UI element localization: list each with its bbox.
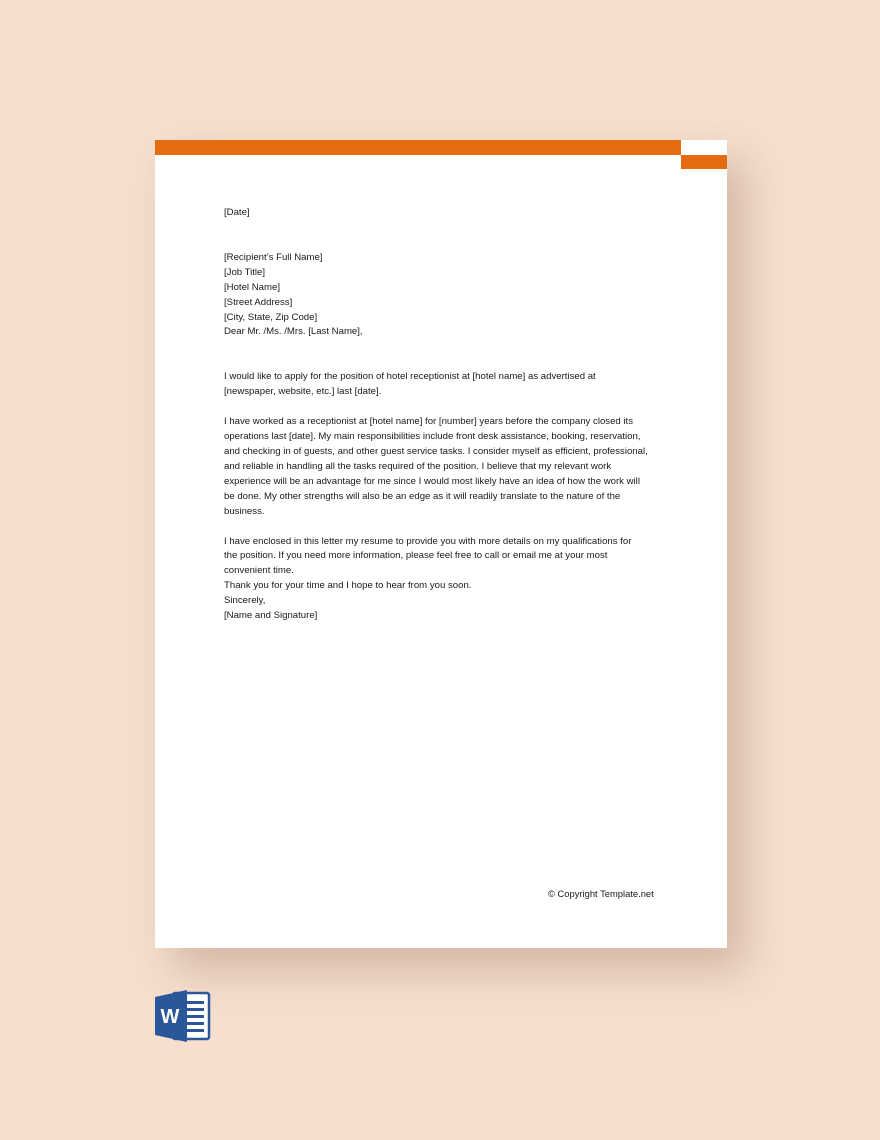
recipient-street-address: [Street Address]	[224, 296, 293, 308]
word-icon	[155, 990, 211, 1042]
letter-date: [Date]	[224, 207, 250, 218]
letter-page	[155, 140, 727, 948]
paragraph-line: and checking in of guests, and other guest service tasks. I consider myself as efficient, professional,	[224, 445, 648, 457]
paragraph-line: [newspaper, website, etc.] last [date].	[224, 386, 382, 398]
paragraph-intro	[224, 370, 660, 400]
recipient-block	[224, 251, 660, 326]
recipient-name: [Recipient’s Full Name]	[224, 251, 323, 263]
paragraph-line: convenient time.	[224, 565, 294, 577]
paragraph-line: business.	[224, 505, 265, 517]
paragraph-line: operations last [date]. My main responsibilities include front desk assistance, booking, reservation,	[224, 431, 641, 443]
header-accent-bar	[155, 140, 681, 155]
paragraph-line: and reliable in handling all the tasks required of the position. I believe that my relevant work	[224, 460, 612, 472]
copyright-notice: © Copyright Template.net	[548, 888, 654, 899]
recipient-city-state-zip: [City, State, Zip Code]	[224, 311, 318, 323]
recipient-job-title: [Job Title]	[224, 266, 266, 278]
paragraph-line: I have enclosed in this letter my resume to provide you with more details on my qualifications for	[224, 535, 632, 547]
paragraph-line: experience will be an advantage for me since I would most likely have an idea of how the work will	[224, 475, 640, 487]
salutation: Dear Mr. /Ms. /Mrs. [Last Name],	[224, 326, 363, 338]
paragraph-line: be done. My other strengths will also be an edge as it will readily translate to the nature of the	[224, 490, 621, 502]
paragraph-enclosure	[224, 535, 660, 580]
recipient-hotel-name: [Hotel Name]	[224, 281, 280, 293]
letter-body	[224, 206, 660, 624]
paragraph-line: I would like to apply for the position of hotel receptionist at [hotel name] as advertised at	[224, 371, 596, 383]
paragraph-experience	[224, 415, 660, 519]
word-icon-letter: W	[160, 1006, 180, 1028]
signature-placeholder: [Name and Signature]	[224, 610, 318, 622]
closing: Sincerely,	[224, 595, 266, 607]
paragraph-line: the position. If you need more information, please feel free to call or email me at your most	[224, 550, 608, 562]
paragraph-thanks: Thank you for your time and I hope to hear from you soon.	[224, 580, 472, 592]
paragraph-line: I have worked as a receptionist at [hotel name] for [number] years before the company closed its	[224, 416, 634, 428]
header-accent-tab	[681, 155, 727, 169]
